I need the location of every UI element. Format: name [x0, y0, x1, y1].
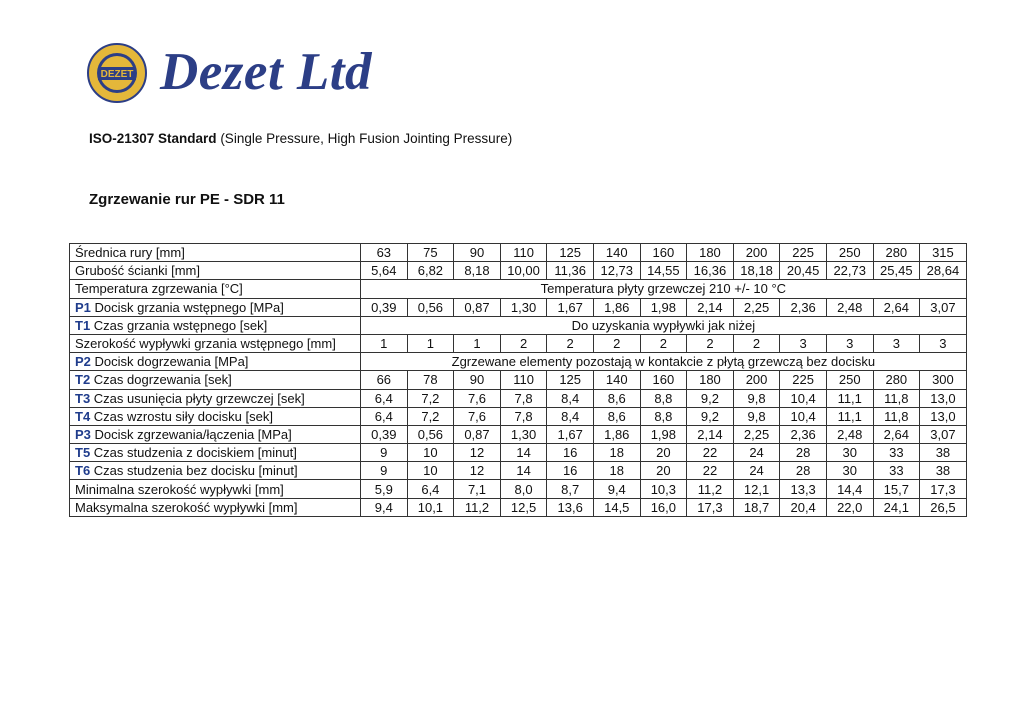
table-cell: 280: [873, 244, 920, 262]
table-cell: 13,0: [920, 407, 967, 425]
table-cell: 3: [780, 334, 827, 352]
table-cell: 10: [407, 444, 454, 462]
parameter-code: P1: [75, 299, 91, 315]
table-cell: 2,36: [780, 298, 827, 316]
table-cell: 15,7: [873, 480, 920, 498]
row-label: [70, 298, 361, 316]
parameter-name: Szerokość wypływki grzania wstępnego [mm]: [75, 336, 336, 352]
table-cell: 1: [407, 334, 454, 352]
table-row: [70, 480, 967, 498]
table-cell: 18: [593, 444, 640, 462]
table-cell: 6,4: [407, 480, 454, 498]
parameter-name: Czas wzrostu siły docisku [sek]: [90, 408, 273, 424]
table-cell: 7,8: [500, 407, 547, 425]
parameter-code: P2: [75, 354, 91, 370]
row-label: [70, 462, 361, 480]
table-cell: 14: [500, 462, 547, 480]
table-cell: 2,14: [687, 298, 734, 316]
table-cell: 2,48: [826, 425, 873, 443]
merged-cell: Zgrzewane elementy pozostają w kontakcie z płytą grzewczą bez docisku: [361, 353, 967, 371]
table-row: [70, 462, 967, 480]
parameter-name: Minimalna szerokość wypływki [mm]: [75, 481, 284, 497]
table-row: [70, 371, 967, 389]
table-cell: 26,5: [920, 498, 967, 516]
table-cell: 2,64: [873, 298, 920, 316]
company-logo: [86, 40, 426, 106]
table-cell: 8,4: [547, 389, 594, 407]
table-cell: 18: [593, 462, 640, 480]
table-cell: 9: [361, 444, 408, 462]
table-cell: 250: [826, 244, 873, 262]
table-cell: 11,1: [826, 407, 873, 425]
table-cell: 11,2: [454, 498, 501, 516]
table-cell: 38: [920, 444, 967, 462]
parameter-name: Docisk grzania wstępnego [MPa]: [90, 299, 284, 315]
table-cell: 6,82: [407, 262, 454, 280]
table-cell: 8,6: [593, 389, 640, 407]
table-cell: 12,73: [593, 262, 640, 280]
table-cell: 0,56: [407, 425, 454, 443]
table-cell: 20: [640, 462, 687, 480]
table-cell: 38: [920, 462, 967, 480]
table-row: [70, 389, 967, 407]
table-cell: 1,67: [547, 425, 594, 443]
table-cell: 0,39: [361, 425, 408, 443]
table-cell: 12,5: [500, 498, 547, 516]
table-cell: 3,07: [920, 425, 967, 443]
table-cell: 5,64: [361, 262, 408, 280]
table-cell: 9,2: [687, 389, 734, 407]
table-cell: 180: [687, 244, 734, 262]
table-row: [70, 444, 967, 462]
merged-cell: Temperatura płyty grzewczej 210 +/- 10 °C: [361, 280, 967, 298]
row-label: [70, 407, 361, 425]
table-row: [70, 353, 967, 371]
table-cell: 7,6: [454, 389, 501, 407]
parameter-code: P3: [75, 426, 91, 442]
table-cell: 28: [780, 444, 827, 462]
table-cell: 11,1: [826, 389, 873, 407]
table-cell: 10,00: [500, 262, 547, 280]
table-cell: 125: [547, 371, 594, 389]
row-label: [70, 280, 361, 298]
row-label: [70, 498, 361, 516]
parameter-name: Docisk dogrzewania [MPa]: [90, 354, 249, 370]
table-cell: 24: [733, 444, 780, 462]
table-cell: 110: [500, 371, 547, 389]
table-body: [70, 244, 967, 517]
table-cell: 25,45: [873, 262, 920, 280]
table-row: [70, 425, 967, 443]
table-cell: 16: [547, 444, 594, 462]
table-cell: 225: [780, 371, 827, 389]
table-cell: 1: [361, 334, 408, 352]
table-cell: 78: [407, 371, 454, 389]
table-cell: 66: [361, 371, 408, 389]
parameter-name: Docisk zgrzewania/łączenia [MPa]: [90, 426, 292, 442]
table-cell: 20,45: [780, 262, 827, 280]
table-cell: 300: [920, 371, 967, 389]
table-cell: 1,98: [640, 298, 687, 316]
parameter-name: Średnica rury [mm]: [75, 245, 185, 261]
table-cell: 315: [920, 244, 967, 262]
table-cell: 7,8: [500, 389, 547, 407]
table-cell: 75: [407, 244, 454, 262]
table-cell: 17,3: [687, 498, 734, 516]
table-cell: 12: [454, 444, 501, 462]
table-cell: 9,8: [733, 407, 780, 425]
table-cell: 12: [454, 462, 501, 480]
table-cell: 14,4: [826, 480, 873, 498]
table-cell: 180: [687, 371, 734, 389]
table-cell: 2,36: [780, 425, 827, 443]
parameter-name: Czas usunięcia płyty grzewczej [sek]: [90, 390, 305, 406]
table-cell: 3,07: [920, 298, 967, 316]
table-row: [70, 262, 967, 280]
row-label: [70, 425, 361, 443]
table-cell: 200: [733, 244, 780, 262]
table-cell: 140: [593, 244, 640, 262]
table-cell: 125: [547, 244, 594, 262]
table-cell: 225: [780, 244, 827, 262]
table-cell: 20,4: [780, 498, 827, 516]
standard-name: ISO-21307 Standard: [89, 131, 217, 146]
table-cell: 10,3: [640, 480, 687, 498]
table-cell: 0,56: [407, 298, 454, 316]
row-label: [70, 353, 361, 371]
row-label: [70, 371, 361, 389]
table-cell: 2: [547, 334, 594, 352]
fusion-parameters-table: [69, 243, 967, 517]
parameter-code: T6: [75, 463, 91, 479]
table-cell: 8,7: [547, 480, 594, 498]
table-cell: 2: [500, 334, 547, 352]
table-cell: 7,1: [454, 480, 501, 498]
merged-cell: Do uzyskania wypływki jak niżej: [361, 316, 967, 334]
parameter-name: Czas grzania wstępnego [sek]: [90, 317, 268, 333]
table-cell: 160: [640, 371, 687, 389]
parameter-name: Czas dogrzewania [sek]: [90, 372, 232, 388]
table-cell: 7,6: [454, 407, 501, 425]
table-cell: 16: [547, 462, 594, 480]
parameter-code: T3: [75, 390, 91, 406]
parameter-name: Temperatura zgrzewania [°C]: [75, 281, 243, 297]
parameter-name: Maksymalna szerokość wypływki [mm]: [75, 499, 298, 515]
table-cell: 22,0: [826, 498, 873, 516]
svg-text:DEZET: DEZET: [100, 69, 134, 80]
table-cell: 11,2: [687, 480, 734, 498]
standard-description: (Single Pressure, High Fusion Jointing Pressure): [216, 131, 513, 146]
table-cell: 22: [687, 444, 734, 462]
table-cell: 28,64: [920, 262, 967, 280]
table-cell: 6,4: [361, 407, 408, 425]
row-label: [70, 480, 361, 498]
table-cell: 14,5: [593, 498, 640, 516]
table-cell: 90: [454, 371, 501, 389]
table-cell: 160: [640, 244, 687, 262]
standard-line: [89, 131, 512, 146]
row-label: [70, 444, 361, 462]
table-row: [70, 280, 967, 298]
table-cell: 0,39: [361, 298, 408, 316]
row-label: [70, 334, 361, 352]
table-cell: 280: [873, 371, 920, 389]
table-cell: 200: [733, 371, 780, 389]
table-cell: 3: [920, 334, 967, 352]
table-row: [70, 334, 967, 352]
table-cell: 16,36: [687, 262, 734, 280]
table-cell: 33: [873, 444, 920, 462]
table-cell: 3: [826, 334, 873, 352]
table-cell: 2: [733, 334, 780, 352]
table-row: [70, 407, 967, 425]
table-cell: 11,36: [547, 262, 594, 280]
table-cell: 0,87: [454, 298, 501, 316]
table-cell: 2: [593, 334, 640, 352]
row-label: [70, 262, 361, 280]
table-cell: 9,8: [733, 389, 780, 407]
parameter-name: Grubość ścianki [mm]: [75, 263, 200, 279]
table-cell: 10: [407, 462, 454, 480]
table-cell: 7,2: [407, 389, 454, 407]
table-cell: 2,25: [733, 425, 780, 443]
parameter-name: Czas studzenia bez docisku [minut]: [90, 463, 298, 479]
table-cell: 1: [454, 334, 501, 352]
table-cell: 140: [593, 371, 640, 389]
table-cell: 90: [454, 244, 501, 262]
table-cell: 2,48: [826, 298, 873, 316]
table-cell: 24: [733, 462, 780, 480]
table-cell: 13,0: [920, 389, 967, 407]
parameter-code: T2: [75, 372, 91, 388]
table-row: [70, 316, 967, 334]
table-cell: 13,3: [780, 480, 827, 498]
table-cell: 16,0: [640, 498, 687, 516]
table-row: [70, 498, 967, 516]
table-cell: 250: [826, 371, 873, 389]
row-label: [70, 244, 361, 262]
page-title: Zgrzewanie rur PE - SDR 11: [89, 191, 285, 208]
table-row: [70, 298, 967, 316]
table-cell: 11,8: [873, 389, 920, 407]
table-cell: 9,4: [361, 498, 408, 516]
table-cell: 2,64: [873, 425, 920, 443]
brand-name: Dezet Ltd: [160, 43, 373, 101]
table-row: [70, 244, 967, 262]
parameter-code: T5: [75, 445, 91, 461]
table-cell: 10,4: [780, 389, 827, 407]
parameter-code: T1: [75, 317, 91, 333]
table-cell: 18,7: [733, 498, 780, 516]
table-cell: 9: [361, 462, 408, 480]
table-cell: 2,25: [733, 298, 780, 316]
table-cell: 22: [687, 462, 734, 480]
table-cell: 14,55: [640, 262, 687, 280]
table-cell: 17,3: [920, 480, 967, 498]
table-cell: 1,30: [500, 298, 547, 316]
table-cell: 0,87: [454, 425, 501, 443]
table-cell: 22,73: [826, 262, 873, 280]
table-cell: 1,67: [547, 298, 594, 316]
table-cell: 1,86: [593, 298, 640, 316]
dezet-seal-logo: [86, 42, 148, 104]
table-cell: 8,18: [454, 262, 501, 280]
table-cell: 14: [500, 444, 547, 462]
table-cell: 6,4: [361, 389, 408, 407]
table-cell: 12,1: [733, 480, 780, 498]
table-cell: 8,8: [640, 407, 687, 425]
table-cell: 8,4: [547, 407, 594, 425]
table-cell: 30: [826, 444, 873, 462]
table-cell: 3: [873, 334, 920, 352]
table-cell: 8,0: [500, 480, 547, 498]
table-cell: 1,98: [640, 425, 687, 443]
table-cell: 18,18: [733, 262, 780, 280]
table-cell: 110: [500, 244, 547, 262]
table-cell: 33: [873, 462, 920, 480]
table-cell: 20: [640, 444, 687, 462]
table-cell: 8,8: [640, 389, 687, 407]
parameter-code: T4: [75, 408, 91, 424]
parameter-name: Czas studzenia z dociskiem [minut]: [90, 445, 297, 461]
table-cell: 13,6: [547, 498, 594, 516]
table-cell: 9,2: [687, 407, 734, 425]
table-cell: 5,9: [361, 480, 408, 498]
table-cell: 28: [780, 462, 827, 480]
table-cell: 2: [640, 334, 687, 352]
table-cell: 10,4: [780, 407, 827, 425]
table-cell: 30: [826, 462, 873, 480]
table-cell: 1,30: [500, 425, 547, 443]
table-cell: 7,2: [407, 407, 454, 425]
row-label: [70, 316, 361, 334]
table-cell: 2,14: [687, 425, 734, 443]
table-cell: 1,86: [593, 425, 640, 443]
table-cell: 9,4: [593, 480, 640, 498]
table-cell: 63: [361, 244, 408, 262]
row-label: [70, 389, 361, 407]
table-cell: 10,1: [407, 498, 454, 516]
table-cell: 11,8: [873, 407, 920, 425]
table-cell: 2: [687, 334, 734, 352]
table-cell: 24,1: [873, 498, 920, 516]
table-cell: 8,6: [593, 407, 640, 425]
